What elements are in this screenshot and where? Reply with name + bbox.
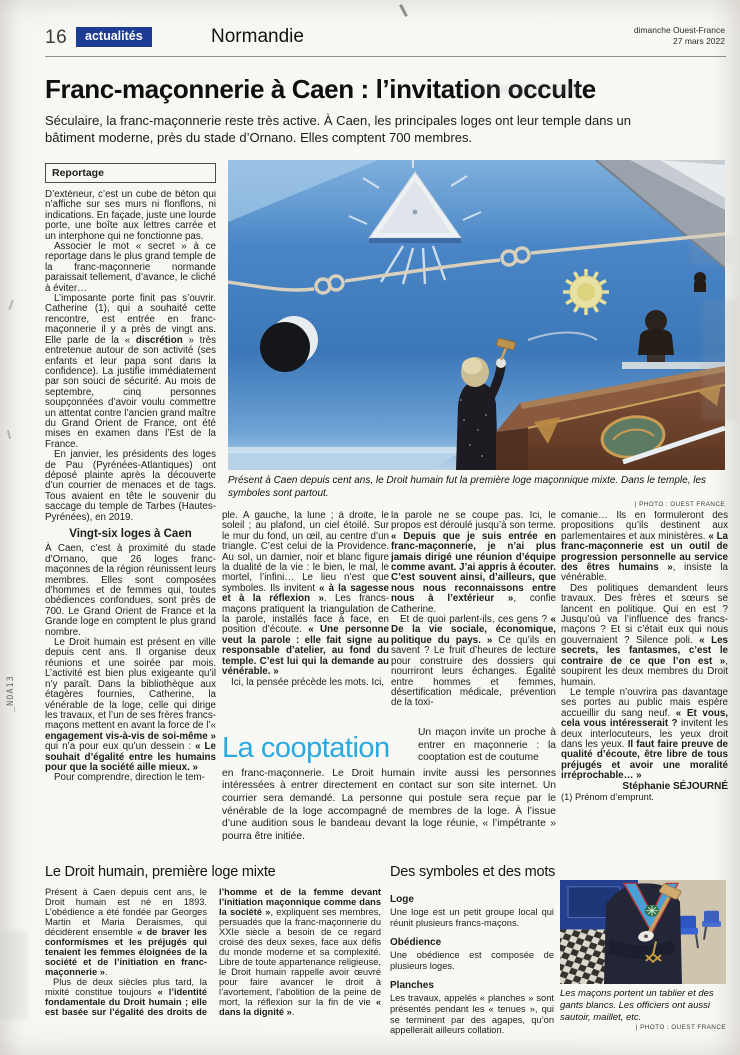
small-bust: [694, 272, 706, 292]
article-paragraph: ple. À gauche, la lune ; à droite, le soleil ; au plafond, un ciel étoilé. Sur le mur du fond, un œil, au centre d’un triangle. C’est celui de la Providence. Au sol, un damier, noir et blanc figure la dualité de la vie : le bien, le mal, le mortel, l’infini… Le lieu n’est que symboles. Ils invitent « à la sagesse et à la réflexion ». Les francs-maçons pratiquent la triangulation de la parole, installés face à face, en position d’écoute. « Une personne veut la parole : elle fait signe au responsable d’atelier, au fond du temple. C’est lui qui la demande au vénérable. »: [222, 511, 389, 678]
edition-name: dimanche Ouest-France: [633, 25, 725, 35]
mason-photo-credit: | PHOTO : OUEST FRANCE: [635, 1024, 726, 1032]
edition-dateline: [634, 25, 725, 47]
footnote: (1) Prénom d’emprunt.: [561, 791, 655, 802]
print-bleedthrough: [0, 930, 28, 1020]
photo-credit: | PHOTO : OUEST FRANCE: [634, 501, 725, 508]
margin-note: _NOA13: [6, 675, 16, 712]
temple-photo-illustration: [228, 160, 725, 470]
article-paragraph: Le temple n’ouvrira pas davantage ses portes au public mais espère accueillir du sang neuf. « Et vous, cela vous intéresserait ? invitent les deux interlocuteurs, les yeux droit dans les yeux. Il faut faire preuve de qualité d’écoute, être libre de tous préjugés et avoir une moralité irréprochable… »: [561, 686, 728, 782]
kicker-label: Reportage: [45, 163, 216, 183]
mason-photo-illustration: [560, 880, 726, 984]
article-column-2: [222, 511, 389, 725]
article-paragraph: Plus de deux siècles plus tard, la mixité constitue toujours « l’identité fondamentale du Droit humain ; elle est basée sur l’égalité des droits de l’homme et de la femme devant l’initiation maçonnique comme dans la société », expliquent ses membres, persuadés que la franc-maçonnerie du XXIe siècle a besoin de ce regard croisé des deux sexes, face aux défis du monde moderne et sa complexité. Libre de toute appartenance religieuse, le Droit humain rappelle avoir œuvré pour faire avancer le droit à l’avortement, l’abolition de la peine de mort, la réflexion sur la fin de vie « dans la dignité ».: [45, 887, 381, 1017]
region-title: Normandie: [211, 26, 304, 47]
cooptation-body: en franc-maçonnerie. Le Droit humain invite aussi les personnes intéressées à entrer directement en contact sur son site internet. Un courrier sera demandé. La personne qui postule sera reçue par le vénérable de la loge accompagné de membres de la loge. À l’issue d’une audition sous le bandeau devant la loge réunie, « l’impétrante » pourra être initiée.: [222, 767, 556, 842]
byline: Stéphanie SÉJOURNÉ: [622, 780, 728, 792]
article-paragraph: Présent à Caen depuis cent ans, le Droit humain est né en 1893. L’obédience a été fondée par Georges Martin et Maria Deraismes, qui décidèrent ensemble « de braver les conformismes et les préjugés qui tenaient les femmes éloignées de la société et de l’initiation en franc-maçonnerie ».: [45, 887, 207, 977]
article-paragraph: Et de quoi parlent-ils, ces gens ? « De la vie sociale, économique, politique du pays. » Ce qu’ils en savent ? Le fruit d’heures de lecture pour construire des dossiers qui nourriront leurs échanges. Égalité entre hommes et femmes, désertification médicale, prévention de la toxi-: [391, 614, 556, 709]
article-paragraph: comanie… Ils en formuleront des propositions qu’ils destinent aux parlementaires et aux ministères. « La franc-maçonnerie est un outil de progression personnelle au service des êtres humains », insiste la vénérable.: [561, 511, 728, 584]
mason-figure: [604, 883, 682, 984]
article-standfirst: Séculaire, la franc-maçonnerie reste très active. À Caen, les principales loges ont leur temple dans un bâtiment moderne, près du stade d’Ornano. Elles comptent 700 membres.: [45, 113, 632, 145]
article-paragraph: Pour comprendre, direction le tem-: [54, 772, 205, 784]
temple-photo: [228, 160, 725, 470]
glossary-definition: Les travaux, appelés « planches » sont présentés pendant les « tenues », qui se terminent par des agapes, qu’on appellerait ailleurs collation.: [390, 993, 554, 1036]
article-paragraph: Associer le mot « secret » à ce reportage dans le plus grand temple de la franc-maçonnerie normande paraissait tellement, d’avance, le cliché à éviter…: [45, 241, 216, 294]
glossary-term: Planches: [390, 980, 434, 992]
feature-headline: Le Droit humain, première loge mixte: [45, 864, 276, 880]
crosshead: Vingt-six loges à Caen: [69, 528, 192, 540]
article-paragraph: L’imposante porte finit pas s’ouvrir. Catherine (1), qui a souhaité cette rencontre, est entrée en franc-maçonnerie il y a près de vingt ans. Elle parle de la « discrétion » très entretenue autour de son activité (ses enfants et leur papa sont dans la confidence). La justifie immédiatement par son souci de sécurité. Au mois de septembre, cinq personnes soupçonnées d’avoir voulu commettre un attentat contre l’ancien grand maître du Grand Orient de France, ont été mises en examen dans l’Est de la France.: [45, 293, 216, 450]
article-headline: Franc-maçonnerie à Caen : l’invitation occulte: [45, 74, 596, 104]
article-paragraph: Le Droit humain est présent en ville depuis cent ans. Il organise deux réunions et une soirée par mois. L’activité est bien plus exigeante qu’il n’y paraît. Dans la bibliothèque aux étagères fournies, Catherine, la vénérable de la loge, celle qui dirige les travaux, et l’un de ses frères francs-maçons mettent en avant la force de l’« engagement vis-à-vis de soi-même » qui n’a pour eux qu’un dessein : « Le souhait d’égalité entre les humains pour que la société aille mieux. »: [45, 637, 216, 773]
photo-caption: Présent à Caen depuis cent ans, le Droit humain fut la première loge maçonnique mixte. Dans le temple, les symboles sont partout.: [228, 475, 707, 499]
article-paragraph: Des politiques demandent leurs travaux. Des frères et sœurs se lancent en politique. Qui en est ? Jusqu’où va l’influence des francs-maçons ? Et si c’était eux qui nous gouvernaient ? Silence poli. « Les secrets, les fantasmes, c’est le contraire de ce que l’on est », soupirent les deux membres du Droit humain.: [561, 582, 728, 688]
pen-mark: [7, 430, 11, 439]
article-column-4: [561, 511, 728, 855]
feature-droit-humain: [45, 864, 381, 1039]
section-badge: actualités: [76, 27, 152, 47]
print-bleedthrough: [470, 84, 580, 94]
feature-text: [45, 887, 381, 1039]
cooptation-title: La cooptation: [222, 732, 390, 764]
glossary-term: Obédience: [390, 937, 442, 949]
temple-floor: [228, 452, 460, 470]
edition-date: 27 mars 2022: [673, 36, 725, 47]
photo-caption-block: [228, 475, 725, 508]
page-number: 16: [45, 27, 68, 48]
article-paragraph: Ici, la pensée précède les mots. Ici,: [231, 676, 385, 688]
print-bleedthrough: [702, 300, 736, 420]
mason-photo-caption: Les maçons portent un tablier et des gants blancs. Les officiers ont aussi sautoir, maillet, etc.: [560, 988, 714, 1023]
article-paragraph: la parole ne se coupe pas. Ici, le propos est déroulé jusqu’à son terme. « Depuis que je suis entrée en franc-maçonnerie, je n’ai plus jamais dirigé une réunion d’équipe comme avant. J’ai appris à écouter. C’est souvent ainsi, d’ailleurs, que nous nous reconnaissons entre nous à l’extérieur », confie Catherine.: [391, 511, 556, 615]
print-bleedthrough: [690, 238, 732, 264]
pen-mark: [399, 4, 408, 17]
glossary-definition: Une obédience est composée de plusieurs loges.: [390, 950, 554, 971]
article-column-3: [391, 511, 556, 721]
article-paragraph: D’extérieur, c’est un cube de béton qui n’affiche sur ses murs ni flonflons, ni indications. En façade, juste une lourde porte, une boîte aux lettres carrée et un interphone qui ne fonctionne pas.: [45, 190, 216, 242]
article-paragraph: En janvier, les présidents des loges de Pau (Pyrénées-Atlantiques) ont déposé plainte après la découverte d’un courrier de menaces et de tags. Tous avaient en tête le souvenir du saccage du temple de Tarbes (Hautes-Pyrénées), en 2019.: [45, 449, 216, 523]
mason-caption-block: [560, 988, 726, 1031]
pen-mark: [8, 300, 13, 310]
header-rule: [45, 56, 726, 57]
feature-headline: Des symboles et des mots: [390, 864, 556, 880]
glossary-definition: Une loge est un petit groupe local qui réunit plusieurs francs-maçons.: [390, 907, 554, 928]
feature-symboles: [390, 864, 728, 1049]
cooptation-intro: Un maçon invite un proche à entrer en maçonnerie : la cooptation est de coutume: [418, 727, 556, 764]
glossary-term: Loge: [390, 894, 414, 905]
glossary-list: [390, 892, 554, 1036]
article-column-1: [45, 190, 216, 856]
cooptation-box: [222, 727, 556, 855]
mason-photo: [560, 880, 726, 984]
article-paragraph: À Caen, c’est à proximité du stade d’Ornano, que 26 loges franc-maçonnes de la région réunissent leurs membres. Elles sont composées d’hommes et de femmes qui, toutes obédiences confondues, sont près de 700. Le Grand Orient de France et la Grande loge en comptent le plus grand nombre.: [45, 543, 216, 638]
